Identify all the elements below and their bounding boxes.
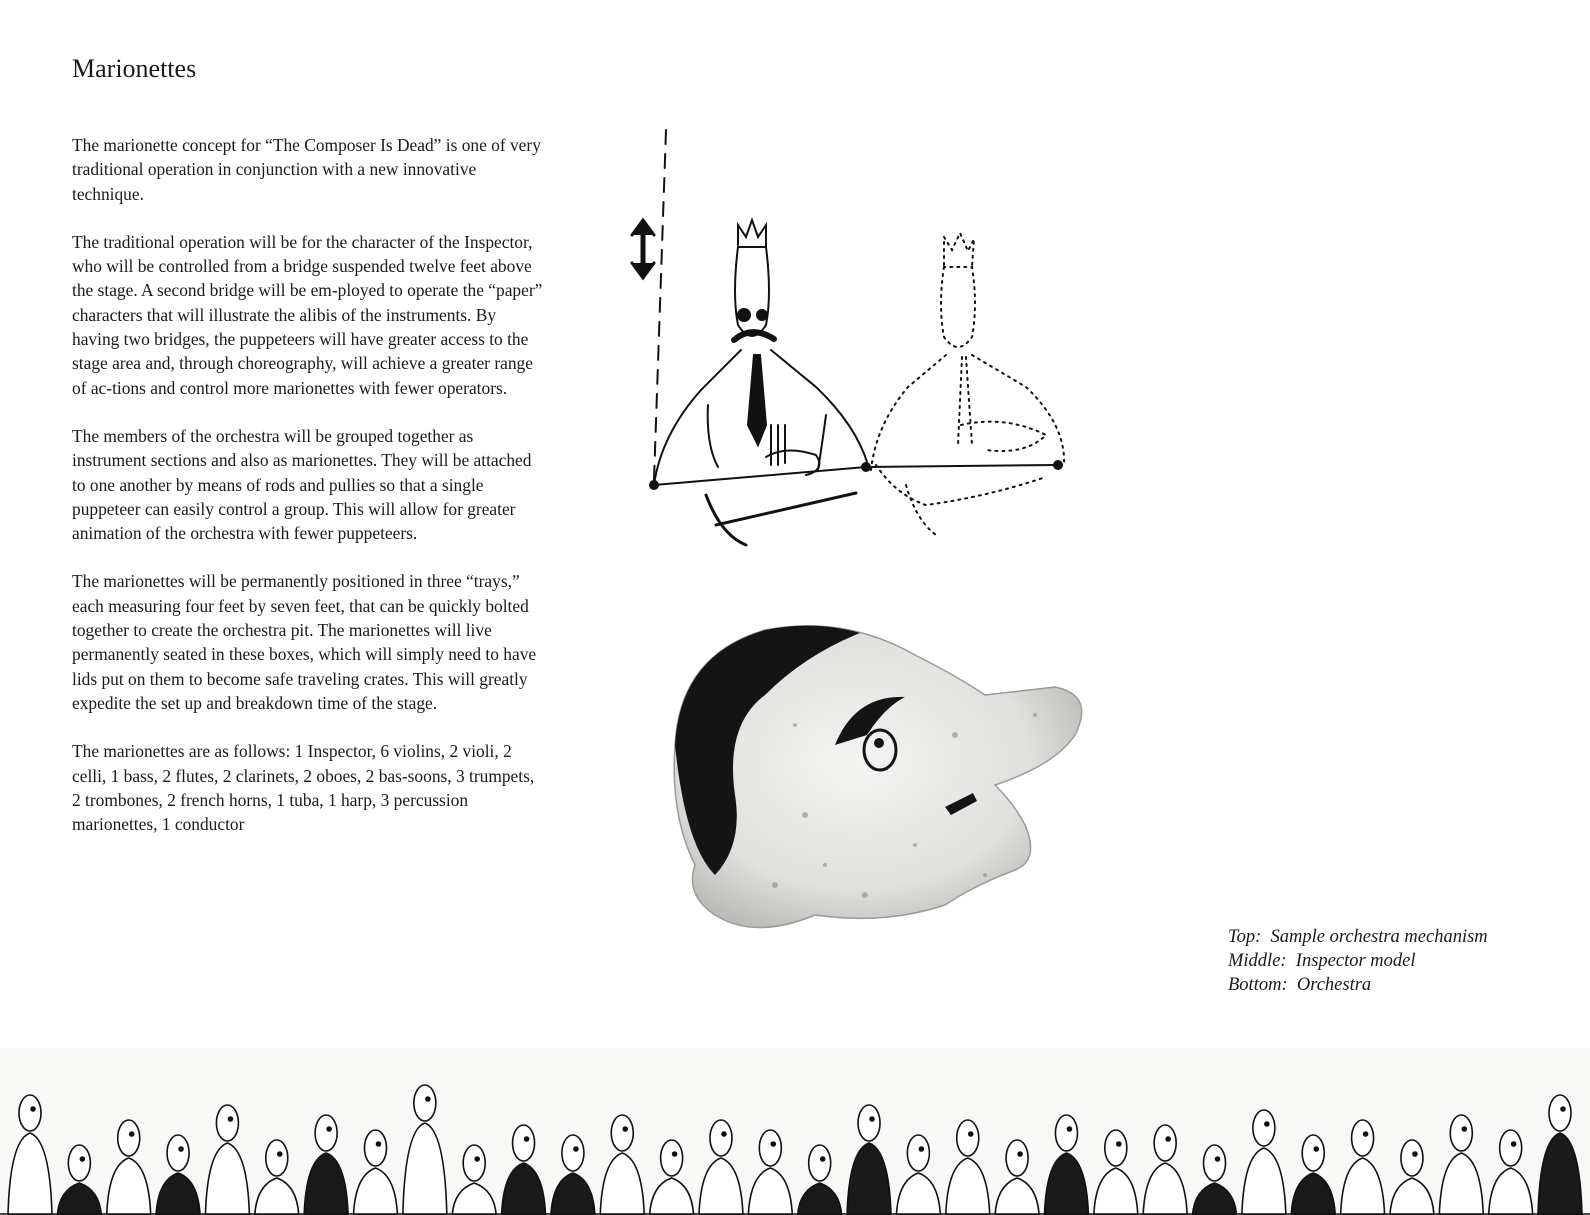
orchestra-member-eye [130, 1132, 134, 1136]
orchestra-member-eye [673, 1152, 677, 1156]
orchestra-member-eye [228, 1117, 232, 1121]
orchestra-member-eye [1216, 1157, 1220, 1161]
orchestra-member-head [907, 1135, 929, 1171]
orchestra-member-eye [919, 1147, 923, 1151]
orchestra-member-head [1401, 1140, 1423, 1176]
orchestra-member-head [1055, 1115, 1077, 1151]
caption-middle: Middle: Inspector model [1228, 951, 1416, 971]
orchestra-member-eye [327, 1127, 331, 1131]
orchestra-member-head [710, 1120, 732, 1156]
orchestra-member-head [463, 1145, 485, 1181]
orchestra-member-head [1006, 1140, 1028, 1176]
orchestra-member-head [562, 1135, 584, 1171]
orchestra-member-head [809, 1145, 831, 1181]
caption-bottom: Bottom: Orchestra [1228, 975, 1372, 995]
orchestra-member-head [1204, 1145, 1226, 1181]
orchestra-illustration [0, 1048, 1590, 1215]
orchestra-member-eye [376, 1142, 380, 1146]
orchestra-member-eye [771, 1142, 775, 1146]
orchestra-member-eye [1462, 1127, 1466, 1131]
caption-top: Top: Sample orchestra mechanism [1228, 927, 1488, 947]
orchestra-member-eye [1018, 1152, 1022, 1156]
orchestra-member-eye [1117, 1142, 1121, 1146]
orchestra-member-head [216, 1105, 238, 1141]
orchestra-member-eye [870, 1117, 874, 1121]
orchestra-member-head [118, 1120, 140, 1156]
paragraph-marionette-list: The marionettes are as follows: 1 Inspector, 6 violins, 2 violi, 2 celli, 1 bass, 2 flutes, 2 clarinets, 2 oboes, 2 bas-soons, 3 trumpets, 2 trombones, 2 french horns, 1 tuba, 1 harp, 3 percussion marionettes, 1 conductor [72, 741, 535, 835]
orchestra-member-eye [1413, 1152, 1417, 1156]
orchestra-member-head [858, 1105, 880, 1141]
orchestra-member-head [759, 1130, 781, 1166]
orchestra-member-eye [426, 1097, 430, 1101]
orchestra-member-head [1352, 1120, 1374, 1156]
orchestra-member-head [1302, 1135, 1324, 1171]
orchestra-member-head [1500, 1130, 1522, 1166]
orchestra-member-eye [1166, 1137, 1170, 1141]
orchestra-member-head [611, 1115, 633, 1151]
orchestra-member-eye [475, 1157, 479, 1161]
orchestra-member-head [266, 1140, 288, 1176]
orchestra-member-eye [1561, 1107, 1565, 1111]
orchestra-member-head [167, 1135, 189, 1171]
orchestra-member-eye [1364, 1132, 1368, 1136]
paragraph-trays: The marionettes will be permanently positioned in three “trays,” each measuring four feet by seven feet, that can be quickly bolted together to create the orchestra pit. The marionettes will live permanently seated in these boxes, which will simply need to have lids put on them to become safe traveling crates. This will greatly expedite the set up and breakdown time of the stage. [72, 571, 537, 713]
orchestra-member-head [661, 1140, 683, 1176]
paragraph-bridges: The traditional operation will be for the character of the Inspector, who will be controlled from a bridge suspended twelve feet above the stage. A second bridge will be em-ployed to operate the “paper” characters that will illustrate the alibis of the instruments. By having two bridges, the puppeteers will have greater access to the stage area and, through choreography, will achieve a greater range of ac-tions and control more marionettes with fewer operators. [72, 231, 543, 398]
orchestra-mechanism-sketch [626, 125, 1096, 565]
orchestra-member-head [1154, 1125, 1176, 1161]
body-text [72, 133, 544, 860]
inspector-head-model [655, 615, 1095, 945]
paragraph-concept: The marionette concept for “The Composer Is Dead” is one of very traditional operation in conjunction with a new innovative technique. [72, 135, 541, 204]
orchestra-member-head [68, 1145, 90, 1181]
orchestra-member-eye [80, 1157, 84, 1161]
orchestra-member-head [1253, 1110, 1275, 1146]
orchestra-member-head [957, 1120, 979, 1156]
orchestra-member-eye [179, 1147, 183, 1151]
page-title: Marionettes [72, 54, 197, 83]
orchestra-member-eye [525, 1137, 529, 1141]
orchestra-member-head [513, 1125, 535, 1161]
orchestra-member-eye [1067, 1127, 1071, 1131]
paragraph-orchestra-groups: The members of the orchestra will be grouped together as instrument sections and also as marionettes. They will be attached to one another by means of rods and pullies so that a single puppeteer can easily control a group. This will allow for greater animation of the orchestra with fewer puppeteers. [72, 425, 532, 544]
orchestra-member-head [19, 1095, 41, 1131]
orchestra-member-eye [1512, 1142, 1516, 1146]
orchestra-member-eye [278, 1152, 282, 1156]
orchestra-member-head [1549, 1095, 1571, 1131]
orchestra-member-head [315, 1115, 337, 1151]
orchestra-member-eye [969, 1132, 973, 1136]
orchestra-member-eye [623, 1127, 627, 1131]
orchestra-member-head [364, 1130, 386, 1166]
orchestra-member-eye [31, 1107, 35, 1111]
orchestra-member-eye [821, 1157, 825, 1161]
orchestra-member-eye [1265, 1122, 1269, 1126]
orchestra-member-eye [574, 1147, 578, 1151]
orchestra-member-head [414, 1085, 436, 1121]
orchestra-member-eye [1314, 1147, 1318, 1151]
orchestra-member-eye [722, 1132, 726, 1136]
figure-caption [1228, 925, 1488, 997]
orchestra-member-head [1105, 1130, 1127, 1166]
orchestra-member-head [1450, 1115, 1472, 1151]
